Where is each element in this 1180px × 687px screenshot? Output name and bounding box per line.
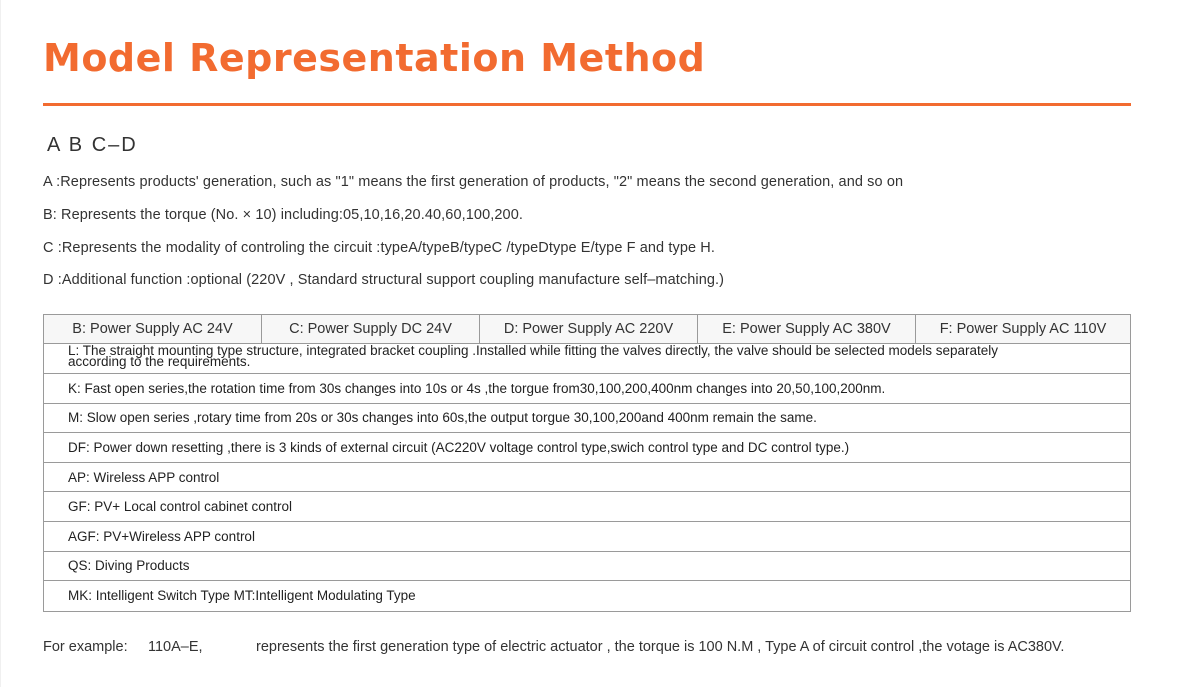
function-row-l: L: The straight mounting type structure, integrated bracket coupling .Installed while fitting the valves directly, the valve should be selected models separately according to the requirements. — [44, 344, 1130, 374]
function-row-qs: QS: Diving Products — [44, 552, 1130, 582]
supply-cell-e: E: Power Supply AC 380V — [698, 315, 916, 343]
description-c: C :Represents the modality of controling the circuit :typeA/typeB/typeC /typeDtype E/type F and type H. — [43, 240, 715, 256]
function-row-m: M: Slow open series ,rotary time from 20s or 30s changes into 60s,the output torgue 30,100,200and 400nm remain the same. — [44, 404, 1130, 434]
function-row-gf: GF: PV+ Local control cabinet control — [44, 492, 1130, 522]
function-row-k: K: Fast open series,the rotation time from 30s changes into 10s or 4s ,the torgue from30,100,200,400nm changes into 20,50,100,200nm. — [44, 374, 1130, 404]
supply-cell-f: F: Power Supply AC 110V — [939, 321, 1107, 337]
options-table — [43, 314, 1131, 612]
example-paragraph — [43, 636, 1143, 658]
example-label: For example: — [43, 639, 128, 655]
supply-cell-b: B: Power Supply AC 24V — [44, 315, 262, 343]
description-d: D :Additional function :optional (220V , Standard structural support coupling manufacture self–matching.) — [43, 272, 725, 288]
power-supply-row — [44, 315, 1130, 344]
title-divider — [43, 103, 1131, 106]
example-code: 110A–E, — [148, 639, 203, 655]
function-row-mk: MK: Intelligent Switch Type MT:Intelligent Modulating Type — [68, 588, 416, 604]
example-text: represents the first generation type of electric actuator , the torque is 100 N.M , Type A of circuit control ,the votage is AC380V. — [256, 639, 1065, 655]
description-b: B: Represents the torque (No. × 10) including:05,10,16,20.40,60,100,200. — [43, 207, 523, 223]
function-row-ap: AP: Wireless APP control — [44, 463, 1130, 493]
supply-cell-d: D: Power Supply AC 220V — [480, 315, 698, 343]
page-title: Model Representation Method — [43, 36, 706, 80]
function-row-agf: AGF: PV+Wireless APP control — [44, 522, 1130, 552]
function-row-df: DF: Power down resetting ,there is 3 kinds of external circuit (AC220V voltage control type,swich control type and DC control type.) — [44, 433, 1130, 463]
description-a: A :Represents products' generation, such as "1" means the first generation of products, "2" means the second generation, and so on — [43, 174, 904, 190]
model-code-format: A B C–D — [47, 134, 138, 156]
supply-cell-c: C: Power Supply DC 24V — [262, 315, 480, 343]
